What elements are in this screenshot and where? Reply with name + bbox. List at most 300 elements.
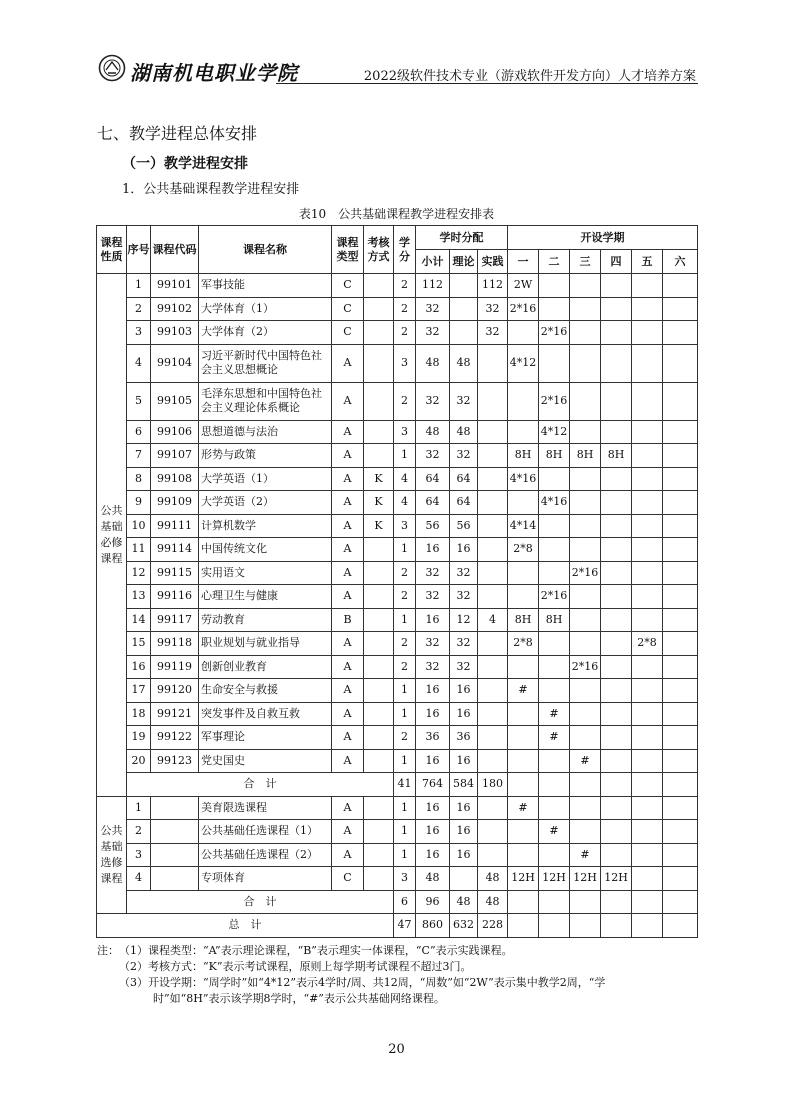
course-type-cell: C <box>332 321 364 345</box>
semester-2-cell: 4*16 <box>539 491 570 515</box>
hours-practice-cell <box>478 843 508 867</box>
semester-3-cell <box>570 467 601 491</box>
course-name-cell: 大学体育（1） <box>199 297 332 321</box>
course-type-cell: A <box>332 585 364 609</box>
semester-2-cell <box>539 297 570 321</box>
semester-6-cell <box>663 679 698 703</box>
hours-total-cell: 16 <box>416 702 450 726</box>
course-name-cell: 习近平新时代中国特色社会主义思想概论 <box>199 344 332 382</box>
semester-1-cell: 4*16 <box>508 467 539 491</box>
course-name-cell: 军事理论 <box>199 726 332 750</box>
hours-total-cell: 16 <box>416 679 450 703</box>
exam-method-cell <box>364 344 394 382</box>
header-course-name: 课程名称 <box>199 226 332 274</box>
hours-total-cell: 32 <box>416 382 450 420</box>
header-course-nature: 课程性质 <box>97 226 127 274</box>
course-type-cell: A <box>332 843 364 867</box>
semester-4-cell <box>601 655 632 679</box>
course-name-cell: 突发事件及自救互救 <box>199 702 332 726</box>
course-name-cell: 大学英语（2） <box>199 491 332 515</box>
semester-5-cell <box>632 344 663 382</box>
hours-total-cell: 48 <box>416 867 450 891</box>
hours-practice-cell: 48 <box>478 867 508 891</box>
table-row <box>97 749 698 773</box>
semester-3-cell <box>570 679 601 703</box>
semester-5-cell <box>632 538 663 562</box>
course-code-cell: 99108 <box>151 467 199 491</box>
hours-theory-cell: 12 <box>450 608 478 632</box>
seq-cell: 9 <box>127 491 151 515</box>
header-semester-6: 六 <box>663 250 698 274</box>
note-text: （2）考核方式：“K”表示考试课程，原则上每学期考试课程不超过3门。 <box>119 960 472 973</box>
course-name-cell: 劳动教育 <box>199 608 332 632</box>
semester-3-cell <box>570 344 601 382</box>
course-code-cell <box>151 867 199 891</box>
seq-cell: 20 <box>127 749 151 773</box>
course-code-cell: 99109 <box>151 491 199 515</box>
hours-total-cell: 32 <box>416 585 450 609</box>
exam-method-cell: K <box>364 514 394 538</box>
hours-theory-cell: 16 <box>450 702 478 726</box>
semester-1-cell: 2*8 <box>508 538 539 562</box>
semester-2-cell: 2*16 <box>539 585 570 609</box>
course-type-cell: A <box>332 538 364 562</box>
semester-2-cell: 2*16 <box>539 321 570 345</box>
table-row <box>97 382 698 420</box>
seq-cell: 1 <box>127 274 151 298</box>
note-line <box>97 975 707 991</box>
semester-6-cell <box>663 890 698 914</box>
semester-1-cell <box>508 655 539 679</box>
hours-theory-cell: 16 <box>450 843 478 867</box>
note-continuation: 时”如“8H”表示该学期8学时，“#”表示公共基础网络课程。 <box>153 992 445 1005</box>
semester-5-cell <box>632 749 663 773</box>
semester-5-cell <box>632 655 663 679</box>
hours-practice-cell <box>478 514 508 538</box>
semester-3-cell <box>570 420 601 444</box>
semester-1-cell <box>508 321 539 345</box>
semester-1-cell: 2*8 <box>508 632 539 656</box>
course-code-cell: 99118 <box>151 632 199 656</box>
semester-4-cell <box>601 702 632 726</box>
semester-3-cell <box>570 820 601 844</box>
hours-total-cell: 56 <box>416 514 450 538</box>
course-type-cell: C <box>332 274 364 298</box>
semester-3-cell: 2*16 <box>570 655 601 679</box>
semester-4-cell <box>601 538 632 562</box>
semester-3-cell <box>570 608 601 632</box>
course-type-cell: A <box>332 632 364 656</box>
semester-4-cell <box>601 890 632 914</box>
credit-cell: 1 <box>394 843 416 867</box>
hours-practice-cell <box>478 702 508 726</box>
subtotal-label-cell: 合 计 <box>127 773 394 797</box>
hours-practice-cell <box>478 820 508 844</box>
credit-cell: 3 <box>394 344 416 382</box>
hours-total-cell: 32 <box>416 632 450 656</box>
semester-6-cell <box>663 321 698 345</box>
semester-4-cell <box>601 726 632 750</box>
table-row <box>97 702 698 726</box>
hours-practice-cell: 48 <box>478 890 508 914</box>
hours-total-cell: 16 <box>416 608 450 632</box>
semester-2-cell <box>539 773 570 797</box>
semester-6-cell <box>663 843 698 867</box>
hours-theory-cell: 32 <box>450 655 478 679</box>
exam-method-cell <box>364 274 394 298</box>
hours-practice-cell <box>478 726 508 750</box>
exam-method-cell <box>364 321 394 345</box>
seq-cell: 15 <box>127 632 151 656</box>
semester-4-cell <box>601 585 632 609</box>
exam-method-cell: K <box>364 491 394 515</box>
semester-5-cell <box>632 514 663 538</box>
credit-cell: 3 <box>394 420 416 444</box>
seq-cell: 3 <box>127 843 151 867</box>
course-code-cell: 99123 <box>151 749 199 773</box>
semester-6-cell <box>663 467 698 491</box>
hours-total-cell: 860 <box>416 914 450 938</box>
hours-theory-cell: 16 <box>450 538 478 562</box>
semester-6-cell <box>663 608 698 632</box>
semester-1-cell: # <box>508 679 539 703</box>
semester-1-cell <box>508 726 539 750</box>
hours-practice-cell: 4 <box>478 608 508 632</box>
hours-total-cell: 32 <box>416 321 450 345</box>
course-code-cell <box>151 843 199 867</box>
credit-cell: 2 <box>394 297 416 321</box>
credit-cell: 1 <box>394 444 416 468</box>
semester-5-cell <box>632 321 663 345</box>
semester-1-cell: 8H <box>508 608 539 632</box>
credit-cell: 2 <box>394 274 416 298</box>
table-row <box>97 820 698 844</box>
schedule-table <box>96 225 698 938</box>
semester-4-cell <box>601 274 632 298</box>
semester-2-cell <box>539 344 570 382</box>
course-name-cell: 实用语文 <box>199 561 332 585</box>
exam-method-cell <box>364 538 394 562</box>
semester-4-cell <box>601 297 632 321</box>
table-row <box>97 679 698 703</box>
seq-cell: 10 <box>127 514 151 538</box>
course-code-cell: 99107 <box>151 444 199 468</box>
hours-theory-cell: 16 <box>450 749 478 773</box>
semester-6-cell <box>663 538 698 562</box>
semester-5-cell <box>632 274 663 298</box>
course-category-cell: 公共 基础 选修 课程 <box>97 796 127 914</box>
table-row <box>97 344 698 382</box>
semester-6-cell <box>663 561 698 585</box>
hours-theory-cell <box>450 867 478 891</box>
course-code-cell <box>151 820 199 844</box>
grand-total-row <box>97 914 698 938</box>
table-row <box>97 585 698 609</box>
semester-3-cell <box>570 796 601 820</box>
exam-method-cell <box>364 843 394 867</box>
hours-theory-cell: 32 <box>450 382 478 420</box>
course-name-cell: 毛泽东思想和中国特色社会主义理论体系概论 <box>199 382 332 420</box>
semester-4-cell <box>601 344 632 382</box>
credit-cell: 1 <box>394 679 416 703</box>
credit-cell: 47 <box>394 914 416 938</box>
hours-theory-cell: 632 <box>450 914 478 938</box>
course-name-cell: 心理卫生与健康 <box>199 585 332 609</box>
credit-cell: 1 <box>394 749 416 773</box>
semester-1-cell: 8H <box>508 444 539 468</box>
semester-2-cell <box>539 655 570 679</box>
hours-theory-cell: 32 <box>450 444 478 468</box>
semester-6-cell <box>663 514 698 538</box>
course-name-cell: 大学体育（2） <box>199 321 332 345</box>
semester-4-cell <box>601 467 632 491</box>
hours-practice-cell <box>478 382 508 420</box>
credit-cell: 2 <box>394 382 416 420</box>
header-hours-practice: 实践 <box>478 250 508 274</box>
exam-method-cell <box>364 444 394 468</box>
semester-5-cell <box>632 773 663 797</box>
exam-method-cell <box>364 679 394 703</box>
semester-1-cell: 2W <box>508 274 539 298</box>
semester-6-cell <box>663 773 698 797</box>
table-row <box>97 632 698 656</box>
hours-practice-cell: 32 <box>478 297 508 321</box>
seq-cell: 19 <box>127 726 151 750</box>
hours-total-cell: 32 <box>416 297 450 321</box>
semester-5-cell <box>632 796 663 820</box>
hours-total-cell: 64 <box>416 491 450 515</box>
subtotal-label-cell: 合 计 <box>127 890 394 914</box>
semester-5-cell <box>632 914 663 938</box>
semester-3-cell <box>570 491 601 515</box>
semester-5-cell <box>632 382 663 420</box>
header-credit: 学分 <box>394 226 416 274</box>
course-code-cell: 99117 <box>151 608 199 632</box>
seq-cell: 1 <box>127 796 151 820</box>
semester-5-cell <box>632 843 663 867</box>
exam-method-cell <box>364 726 394 750</box>
semester-4-cell <box>601 514 632 538</box>
hours-practice-cell: 112 <box>478 274 508 298</box>
seq-cell: 14 <box>127 608 151 632</box>
hours-theory-cell: 48 <box>450 890 478 914</box>
semester-1-cell <box>508 749 539 773</box>
hours-theory-cell: 16 <box>450 796 478 820</box>
exam-method-cell <box>364 297 394 321</box>
header-rule <box>276 83 698 84</box>
hours-practice-cell <box>478 749 508 773</box>
semester-6-cell <box>663 820 698 844</box>
hours-total-cell: 32 <box>416 655 450 679</box>
header-hours-theory: 理论 <box>450 250 478 274</box>
header-hours-group: 学时分配 <box>416 226 508 250</box>
semester-4-cell <box>601 749 632 773</box>
semester-5-cell <box>632 467 663 491</box>
semester-5-cell <box>632 890 663 914</box>
semester-4-cell: 12H <box>601 867 632 891</box>
note-line <box>97 959 707 975</box>
semester-6-cell <box>663 726 698 750</box>
hours-theory-cell: 584 <box>450 773 478 797</box>
semester-2-cell: # <box>539 702 570 726</box>
hours-practice-cell <box>478 491 508 515</box>
semester-1-cell <box>508 820 539 844</box>
semester-5-cell <box>632 679 663 703</box>
table-row <box>97 297 698 321</box>
credit-cell: 3 <box>394 867 416 891</box>
seq-cell: 2 <box>127 820 151 844</box>
course-type-cell: A <box>332 467 364 491</box>
course-type-cell: A <box>332 679 364 703</box>
semester-2-cell <box>539 632 570 656</box>
course-type-cell: A <box>332 749 364 773</box>
course-code-cell: 99111 <box>151 514 199 538</box>
course-name-cell: 美育限选课程 <box>199 796 332 820</box>
credit-cell: 1 <box>394 820 416 844</box>
seq-cell: 2 <box>127 297 151 321</box>
semester-4-cell <box>601 773 632 797</box>
course-code-cell <box>151 796 199 820</box>
hours-total-cell: 764 <box>416 773 450 797</box>
table-row <box>97 274 698 298</box>
semester-2-cell <box>539 679 570 703</box>
course-type-cell: A <box>332 382 364 420</box>
page-number: 20 <box>388 1042 405 1057</box>
header-semester-3: 三 <box>570 250 601 274</box>
semester-4-cell <box>601 632 632 656</box>
semester-1-cell <box>508 420 539 444</box>
table-row <box>97 420 698 444</box>
course-category-cell: 公共 基础 必修 课程 <box>97 274 127 797</box>
semester-4-cell <box>601 914 632 938</box>
header-course-code: 课程代码 <box>151 226 199 274</box>
hours-total-cell: 96 <box>416 890 450 914</box>
semester-5-cell <box>632 444 663 468</box>
semester-2-cell <box>539 914 570 938</box>
hours-practice-cell <box>478 679 508 703</box>
semester-5-cell <box>632 820 663 844</box>
credit-cell: 2 <box>394 655 416 679</box>
semester-5-cell: 2*8 <box>632 632 663 656</box>
semester-5-cell <box>632 608 663 632</box>
semester-4-cell <box>601 491 632 515</box>
course-name-cell: 党史国史 <box>199 749 332 773</box>
table-row <box>97 467 698 491</box>
credit-cell: 2 <box>394 561 416 585</box>
course-name-cell: 公共基础任选课程（2） <box>199 843 332 867</box>
semester-4-cell <box>601 608 632 632</box>
course-code-cell: 99114 <box>151 538 199 562</box>
hours-theory-cell <box>450 297 478 321</box>
semester-4-cell <box>601 843 632 867</box>
semester-3-cell <box>570 914 601 938</box>
course-type-cell: A <box>332 655 364 679</box>
semester-2-cell: 8H <box>539 608 570 632</box>
semester-2-cell <box>539 538 570 562</box>
semester-5-cell <box>632 491 663 515</box>
course-name-cell: 生命安全与救援 <box>199 679 332 703</box>
course-type-cell: A <box>332 702 364 726</box>
course-code-cell: 99120 <box>151 679 199 703</box>
note-line <box>97 943 707 959</box>
semester-1-cell <box>508 843 539 867</box>
course-type-cell: A <box>332 561 364 585</box>
semester-2-cell <box>539 843 570 867</box>
school-seal-icon <box>98 54 126 82</box>
hours-total-cell: 36 <box>416 726 450 750</box>
header-semester-5: 五 <box>632 250 663 274</box>
semester-1-cell: 2*16 <box>508 297 539 321</box>
hours-practice-cell: 228 <box>478 914 508 938</box>
seq-cell: 13 <box>127 585 151 609</box>
hours-total-cell: 112 <box>416 274 450 298</box>
course-code-cell: 99115 <box>151 561 199 585</box>
credit-cell: 1 <box>394 796 416 820</box>
semester-3-cell <box>570 297 601 321</box>
grand-total-label-cell: 总 计 <box>97 914 394 938</box>
semester-5-cell <box>632 561 663 585</box>
exam-method-cell <box>364 608 394 632</box>
course-name-cell: 形势与政策 <box>199 444 332 468</box>
hours-theory-cell: 48 <box>450 344 478 382</box>
course-name-cell: 计算机数学 <box>199 514 332 538</box>
header-semester-1: 一 <box>508 250 539 274</box>
semester-5-cell <box>632 702 663 726</box>
credit-cell: 1 <box>394 538 416 562</box>
section-title: 七、教学进程总体安排 <box>97 124 258 143</box>
course-type-cell: A <box>332 820 364 844</box>
hours-theory-cell: 32 <box>450 632 478 656</box>
hours-theory-cell: 16 <box>450 679 478 703</box>
credit-cell: 2 <box>394 726 416 750</box>
semester-6-cell <box>663 867 698 891</box>
hours-practice-cell <box>478 585 508 609</box>
semester-5-cell <box>632 726 663 750</box>
semester-1-cell <box>508 491 539 515</box>
school-name: 湖南机电职业学院 <box>130 61 298 85</box>
semester-3-cell <box>570 726 601 750</box>
semester-6-cell <box>663 297 698 321</box>
table-row <box>97 561 698 585</box>
semester-1-cell: 12H <box>508 867 539 891</box>
hours-total-cell: 16 <box>416 843 450 867</box>
header-seq: 序号 <box>127 226 151 274</box>
hours-practice-cell <box>478 796 508 820</box>
exam-method-cell <box>364 702 394 726</box>
hours-total-cell: 48 <box>416 344 450 382</box>
hours-total-cell: 16 <box>416 820 450 844</box>
hours-theory-cell <box>450 321 478 345</box>
semester-6-cell <box>663 491 698 515</box>
note-text: （1）课程类型：“A”表示理论课程，“B”表示理实一体课程，“C”表示实践课程。 <box>119 944 513 957</box>
course-type-cell: A <box>332 420 364 444</box>
hours-practice-cell <box>478 632 508 656</box>
semester-3-cell <box>570 890 601 914</box>
semester-2-cell <box>539 514 570 538</box>
semester-6-cell <box>663 274 698 298</box>
seq-cell: 4 <box>127 344 151 382</box>
semester-6-cell <box>663 702 698 726</box>
course-type-cell: C <box>332 297 364 321</box>
table-row <box>97 491 698 515</box>
semester-1-cell <box>508 382 539 420</box>
subtotal-row <box>97 773 698 797</box>
semester-1-cell: 4*12 <box>508 344 539 382</box>
course-code-cell: 99105 <box>151 382 199 420</box>
semester-3-cell: # <box>570 749 601 773</box>
document-title: 2022级软件技术专业（游戏软件开发方向）人才培养方案 <box>363 69 696 84</box>
semester-6-cell <box>663 382 698 420</box>
